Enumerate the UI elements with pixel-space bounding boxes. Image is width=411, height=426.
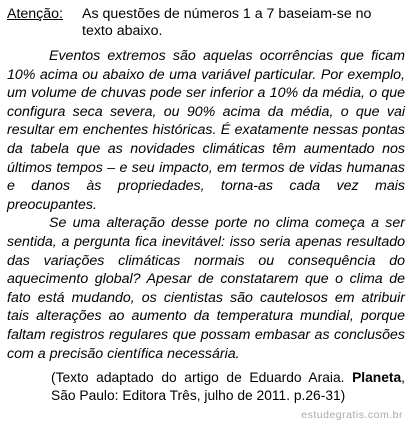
instruction-header bbox=[7, 6, 405, 40]
source-citation bbox=[7, 369, 405, 405]
attention-label: Atenção: bbox=[7, 6, 64, 22]
article-paragraph: Se uma alteração desse porte no clima começa a ser sentida, a pergunta fica inevitável: isso seria apenas resultado das variações climáticas normais ou consequência do aquecimento global? Apesar de constatarem que o clima de fato está mudando, os cientistas são cautelosos em atribuir tais alterações ao aumento da temperatura mundial, porque faltam registros regulares que possam embasar as conclusões com a precisão científica necessária. bbox=[7, 215, 405, 362]
watermark: estudegratis.com.br bbox=[301, 409, 403, 421]
instruction-text: As questões de números 1 a 7 baseiam-se no texto abaixo. bbox=[82, 6, 372, 39]
article-paragraph: Eventos extremos são aquelas ocorrências que ficam 10% acima ou abaixo de uma variável particular. Por exemplo, um volume de chuvas pode ser inferior a 10% da média, o que configura seca severa, ou 90% acima da média, o que vai resultar em enchentes históricas. É exatamente nessas pontas da tabela que as novidades climáticas têm aumentado nos últimos tempos – e seu impacto, em termos de vidas humanas e danos às propriedades, torna-as cada vez mais preocupantes. bbox=[7, 48, 405, 213]
citation-prefix: (Texto adaptado do artigo de Eduardo Araia. bbox=[51, 370, 345, 386]
citation-suffix: , São Paulo: Editora Três, julho de 2011. p.26-31) bbox=[51, 370, 405, 404]
citation-magazine: Planeta bbox=[352, 370, 402, 386]
article-text bbox=[7, 47, 405, 363]
